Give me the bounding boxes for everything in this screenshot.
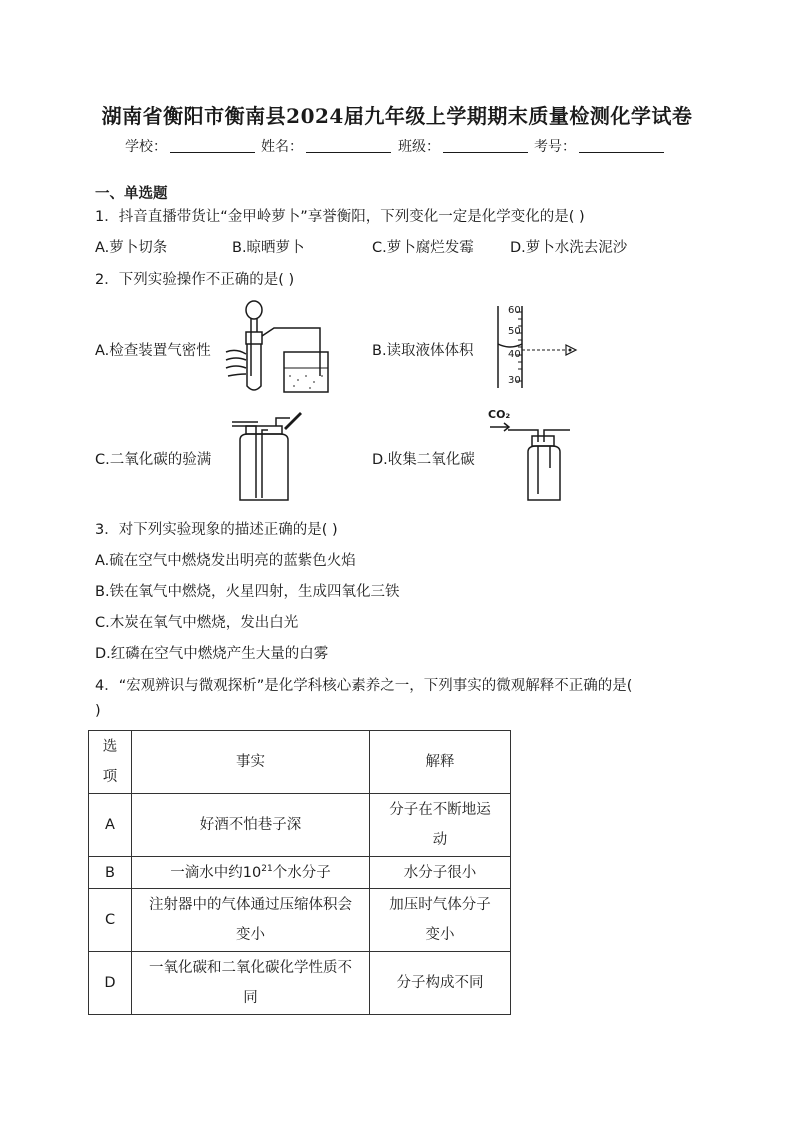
- class-field: [398, 136, 528, 156]
- q1-option-d: D.萝卜水洗去泥沙: [510, 240, 628, 256]
- row-option: D: [89, 952, 132, 1015]
- number-label: 考号：: [534, 139, 576, 155]
- name-label: 姓名：: [261, 139, 303, 155]
- table-header-row: [89, 731, 511, 794]
- table-row: [89, 952, 511, 1015]
- header-explanation: 解释: [370, 731, 511, 794]
- cylinder-tick-50: 50: [508, 326, 521, 337]
- row-explanation: 加压时气体分子 变小: [370, 889, 511, 952]
- class-blank[interactable]: [443, 138, 528, 153]
- co2-arrow-label: CO₂: [488, 408, 511, 421]
- q1-option-a: A.萝卜切条: [95, 240, 168, 256]
- q2-option-a: A.检查装置气密性: [95, 343, 211, 359]
- school-blank[interactable]: [170, 138, 255, 153]
- row-fact: 注射器中的气体通过压缩体积会 变小: [132, 889, 370, 952]
- q1-stem: 1．抖音直播带货让“金甲岭萝卜”享誉衡阳，下列变化一定是化学变化的是( ): [95, 209, 585, 225]
- q2-stem: 2．下列实验操作不正确的是( ): [95, 272, 295, 288]
- q3-option-c: C.木炭在氧气中燃烧，发出白光: [95, 615, 299, 631]
- header-fact: 事实: [132, 731, 370, 794]
- airtightness-apparatus-figure: [224, 298, 344, 398]
- table-row: [89, 794, 511, 857]
- section-title: 一、单选题: [95, 186, 168, 202]
- q3-option-d: D.红磷在空气中燃烧产生大量的白雾: [95, 646, 329, 662]
- q3-option-b: B.铁在氧气中燃烧，火星四射，生成四氧化三铁: [95, 584, 400, 600]
- row-explanation: 水分子很小: [370, 857, 511, 889]
- school-label: 学校：: [125, 139, 167, 155]
- cylinder-tick-40: 40: [508, 349, 521, 360]
- class-label: 班级：: [398, 139, 440, 155]
- co2-collection-figure: [488, 408, 576, 504]
- row-fact: 好酒不怕巷子深: [132, 794, 370, 857]
- graduated-cylinder-figure: [492, 302, 588, 392]
- row-explanation: 分子在不断地运 动: [370, 794, 511, 857]
- table-row: [89, 857, 511, 889]
- q2-option-c: C.二氧化碳的验满: [95, 452, 212, 468]
- q1-option-b: B.晾晒萝卜: [232, 240, 305, 256]
- q2-option-d: D.收集二氧化碳: [372, 452, 475, 468]
- cylinder-tick-30: 30: [508, 375, 521, 386]
- row-fact: 一氧化碳和二氧化碳化学性质不 同: [132, 952, 370, 1015]
- exam-title: 湖南省衡阳市衡南县2024届九年级上学期期末质量检测化学试卷: [101, 104, 693, 128]
- row-option: B: [89, 857, 132, 889]
- cylinder-tick-60: 60: [508, 305, 521, 316]
- q4-stem-end: ): [95, 703, 101, 719]
- row-option: C: [89, 889, 132, 952]
- q4-table: [88, 730, 511, 1015]
- school-field: [125, 136, 255, 156]
- row-fact: 一滴水中约$10^{21}$个水分子: [132, 857, 370, 889]
- q3-option-a: A.硫在空气中燃烧发出明亮的蓝紫色火焰: [95, 553, 356, 569]
- table-row: [89, 889, 511, 952]
- co2-full-check-figure: [228, 408, 308, 504]
- name-blank[interactable]: [306, 138, 391, 153]
- number-field: [534, 136, 664, 156]
- q2-option-b: B.读取液体体积: [372, 343, 474, 359]
- q3-stem: 3．对下列实验现象的描述正确的是( ): [95, 522, 338, 538]
- row-option: A: [89, 794, 132, 857]
- number-blank[interactable]: [579, 138, 664, 153]
- q1-option-c: C.萝卜腐烂发霉: [372, 240, 474, 256]
- name-field: [261, 136, 391, 156]
- q4-stem: 4．“宏观辨识与微观探析”是化学科核心素养之一，下列事实的微观解释不正确的是(: [95, 678, 633, 694]
- row-explanation: 分子构成不同: [370, 952, 511, 1015]
- header-option: 选 项: [89, 731, 132, 794]
